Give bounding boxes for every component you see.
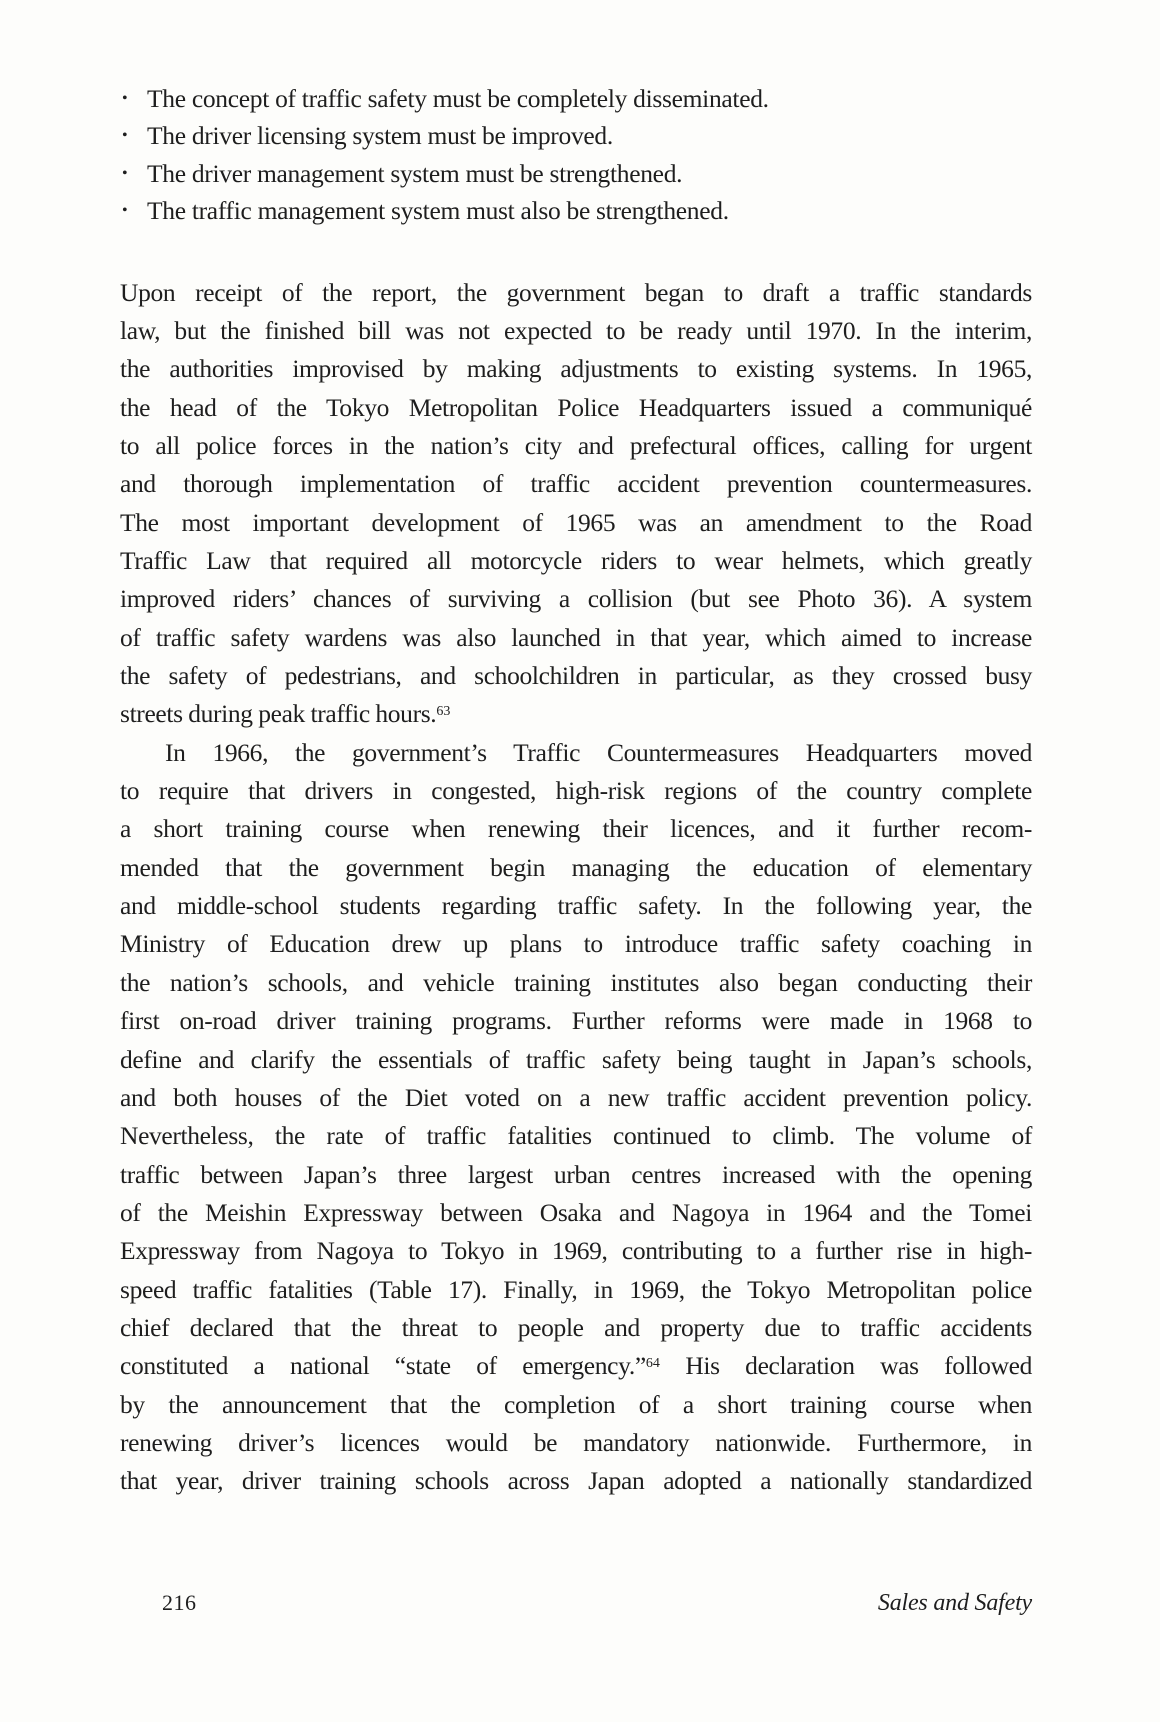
text-line: the safety of pedestrians, and schoolchildren in particular, as they crossed busy: [120, 661, 1032, 691]
paragraph: [120, 274, 1032, 734]
bullet-icon: •: [122, 127, 128, 145]
text-line: law, but the finished bill was not expected to be ready until 1970. In the interim,: [120, 315, 1032, 345]
text-line: Upon receipt of the report, the government began to draft a traffic standards: [120, 277, 1032, 307]
bullet-icon: •: [122, 164, 128, 182]
text-line: the nation’s schools, and vehicle training institutes also began conducting their: [120, 967, 1032, 997]
bullet-list: [120, 80, 1032, 230]
bullet-text: The driver management system must be strengthened.: [147, 158, 683, 188]
bullet-text: The traffic management system must also be strengthened.: [147, 196, 729, 226]
text-line: by the announcement that the completion of a short training course when: [120, 1389, 1032, 1419]
bullet-text: The concept of traffic safety must be completely disseminated.: [147, 84, 769, 113]
text-line: Traffic Law that required all motorcycle riders to wear helmets, which greatly: [120, 546, 1032, 576]
text-line: speed traffic fatalities (Table 17). Finally, in 1969, the Tokyo Metropolitan police: [120, 1274, 1032, 1304]
text-line: mended that the government begin managing the education of elementary: [120, 852, 1032, 882]
text-line: constituted a national “state of emergency.”$^{64}$ His declaration was followed: [120, 1351, 1032, 1381]
text-line: The most important development of 1965 was an amendment to the Road: [120, 507, 1032, 537]
text-line: In 1966, the government’s Traffic Countermeasures Headquarters moved: [165, 737, 1032, 767]
bullet-icon: •: [122, 202, 128, 220]
text-column: [120, 80, 1032, 1501]
page-footer: [120, 1590, 1032, 1617]
text-line: Nevertheless, the rate of traffic fatalities continued to climb. The volume of: [120, 1121, 1032, 1151]
page-number: 216: [162, 1590, 197, 1615]
text-line: chief declared that the threat to people and property due to traffic accidents: [120, 1312, 1032, 1342]
text-line: and both houses of the Diet voted on a new traffic accident prevention policy.: [120, 1082, 1032, 1112]
text-line: define and clarify the essentials of traffic safety being taught in Japan’s schools,: [120, 1044, 1032, 1074]
text-line: of traffic safety wardens was also launched in that year, which aimed to increase: [120, 622, 1032, 652]
bullet-item: [120, 80, 1032, 117]
text-line: the authorities improvised by making adjustments to existing systems. In 1965,: [120, 354, 1032, 384]
bullet-text: The driver licensing system must be improved.: [147, 121, 613, 151]
running-title: Sales and Safety: [877, 1590, 1032, 1616]
footnote-marker: 63: [436, 704, 451, 720]
text-line: and thorough implementation of traffic accident prevention countermeasures.: [120, 469, 1032, 499]
text-line: the head of the Tokyo Metropolitan Police Headquarters issued a communiqué: [120, 392, 1032, 422]
body-text: [120, 274, 1032, 1501]
text-line: streets during peak traffic hours.$^{63}$: [120, 699, 451, 729]
bullet-icon: •: [122, 90, 128, 107]
footnote-marker: 64: [645, 1356, 660, 1372]
text-line: traffic between Japan’s three largest urban centres increased with the opening: [120, 1159, 1032, 1189]
bullet-item: [120, 117, 1032, 154]
text-line: a short training course when renewing their licences, and it further recom-: [120, 814, 1032, 844]
text-line: first on-road driver training programs. Further reforms were made in 1968 to: [120, 1006, 1032, 1036]
bullet-item: [120, 192, 1032, 229]
text-line: renewing driver’s licences would be mandatory nationwide. Furthermore, in: [120, 1427, 1032, 1457]
paragraph: [120, 734, 1032, 1501]
text-line: improved riders’ chances of surviving a collision (but see Photo 36). A system: [120, 584, 1032, 614]
text-line: that year, driver training schools across Japan adopted a nationally standardized: [120, 1466, 1032, 1496]
text-line: and middle-school students regarding traffic safety. In the following year, the: [120, 891, 1032, 921]
text-line: Ministry of Education drew up plans to introduce traffic safety coaching in: [120, 929, 1032, 959]
bullet-item: [120, 155, 1032, 192]
text-line: to all police forces in the nation’s city and prefectural offices, calling for urgent: [120, 431, 1032, 460]
text-line: to require that drivers in congested, high-risk regions of the country complete: [120, 776, 1032, 806]
text-line: of the Meishin Expressway between Osaka and Nagoya in 1964 and the Tomei: [120, 1197, 1032, 1227]
text-line: Expressway from Nagoya to Tokyo in 1969, contributing to a further rise in high-: [120, 1236, 1032, 1266]
